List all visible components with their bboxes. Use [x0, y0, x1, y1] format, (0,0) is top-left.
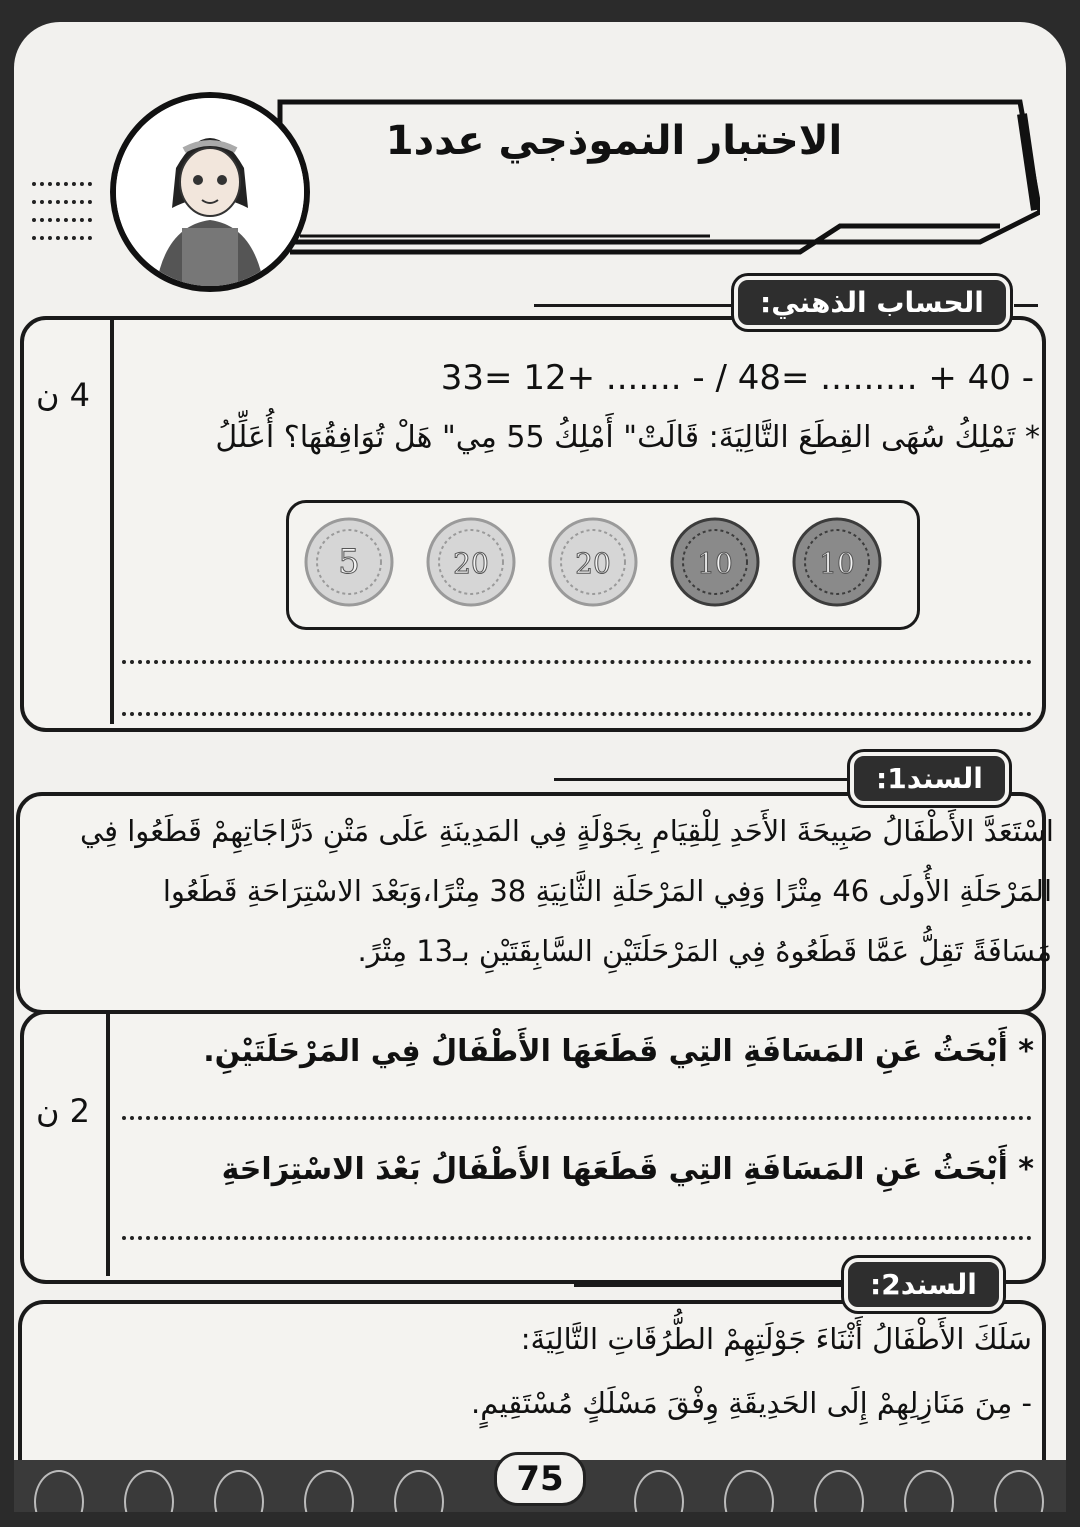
support2-line2: - مِنَ مَنَازِلِهِمْ إِلَى الحَدِيقَةِ وِفْقَ مَسْلَكٍ مُسْتَقِيمٍ.: [470, 1386, 1032, 1420]
worksheet-page: [14, 22, 1066, 1512]
header-dotted-lines: [32, 172, 92, 262]
coin-20-icon: [426, 517, 516, 607]
support1-line2: المَرْحَلَةِ الأُولَى 46 مِتْرًا وَفِي المَرْحَلَةِ الثَّانِيَةِ 38 مِتْرًا،وَبَعْدَ الاسْتِرَاحَةِ قَطَعُوا: [162, 874, 1052, 908]
support2-heading: السند2:: [844, 1258, 1003, 1311]
question-2: * أَبْحَثُ عَنِ المَسَافَةِ التِي قَطَعَهَا الأَطْفَالُ بَعْدَ الاسْتِرَاحَةِ: [221, 1152, 1034, 1187]
answer-line[interactable]: [122, 712, 1032, 716]
coin-value: 10: [819, 547, 855, 580]
coin-value: 10: [697, 547, 733, 580]
coin-10-icon: [792, 517, 882, 607]
support1-heading: السند1:: [850, 752, 1009, 805]
score-divider: [110, 320, 114, 724]
answer-line[interactable]: [122, 660, 1032, 664]
heading-rule: [534, 304, 734, 307]
coin-5-icon: [304, 517, 394, 607]
student-avatar: [110, 92, 310, 292]
support2-line1: سَلَكَ الأَطْفَالُ أَثْنَاءَ جَوْلَتِهِمْ الطُّرُقَاتِ التَّالِيَةَ:: [520, 1322, 1032, 1356]
mental-math-equations: - 40 + ......... =48 / - ....... +12 =33: [440, 358, 1034, 398]
heading-rule: [1014, 304, 1038, 307]
coin-value: 20: [453, 547, 489, 580]
heading-rule: [554, 778, 850, 781]
heading-rule: [574, 1284, 844, 1287]
score-divider: [106, 1014, 110, 1276]
page-number: 75: [494, 1452, 586, 1506]
answer-line[interactable]: [122, 1236, 1032, 1240]
support1-line3: مَسَافَةً تَقِلُّ عَمَّا قَطَعُوهُ فِي المَرْحَلَتَيْنِ السَّابِقَتَيْنِ بـ13 مِتْرً.: [357, 934, 1052, 968]
coin-value: 5: [338, 542, 360, 582]
coin-10-icon: [670, 517, 760, 607]
questions-points: 2 ن: [36, 1092, 91, 1130]
answer-line[interactable]: [122, 1116, 1032, 1120]
mental-math-heading: الحساب الذهني:: [734, 276, 1010, 329]
coins-question: * تَمْلِكُ سُهَى القِطَعَ التَّالِيَةَ: قَالَتْ" أَمْلِكُ 55 مِي" هَلْ تُوَافِقُهَا؟ أُعَلِّلُ: [215, 420, 1040, 455]
question-1: * أَبْحَثُ عَنِ المَسَافَةِ التِي قَطَعَهَا الأَطْفَالُ فِي المَرْحَلَتَيْنِ.: [203, 1034, 1034, 1069]
coin-20-icon: [548, 517, 638, 607]
support1-line1: اسْتَعَدَّ الأَطْفَالُ صَبِيحَةَ الأَحَدِ لِلْقِيَامِ بِجَوْلَةٍ فِي المَدِينَةِ عَلَى مَتْنِ دَرَّاجَاتِهِمْ قَطَعُوا فِي: [79, 814, 1054, 848]
page-title: الاختبار النموذجي عدد1: [385, 118, 843, 164]
coin-value: 20: [575, 547, 611, 580]
mental-math-points: 4 ن: [36, 376, 91, 414]
